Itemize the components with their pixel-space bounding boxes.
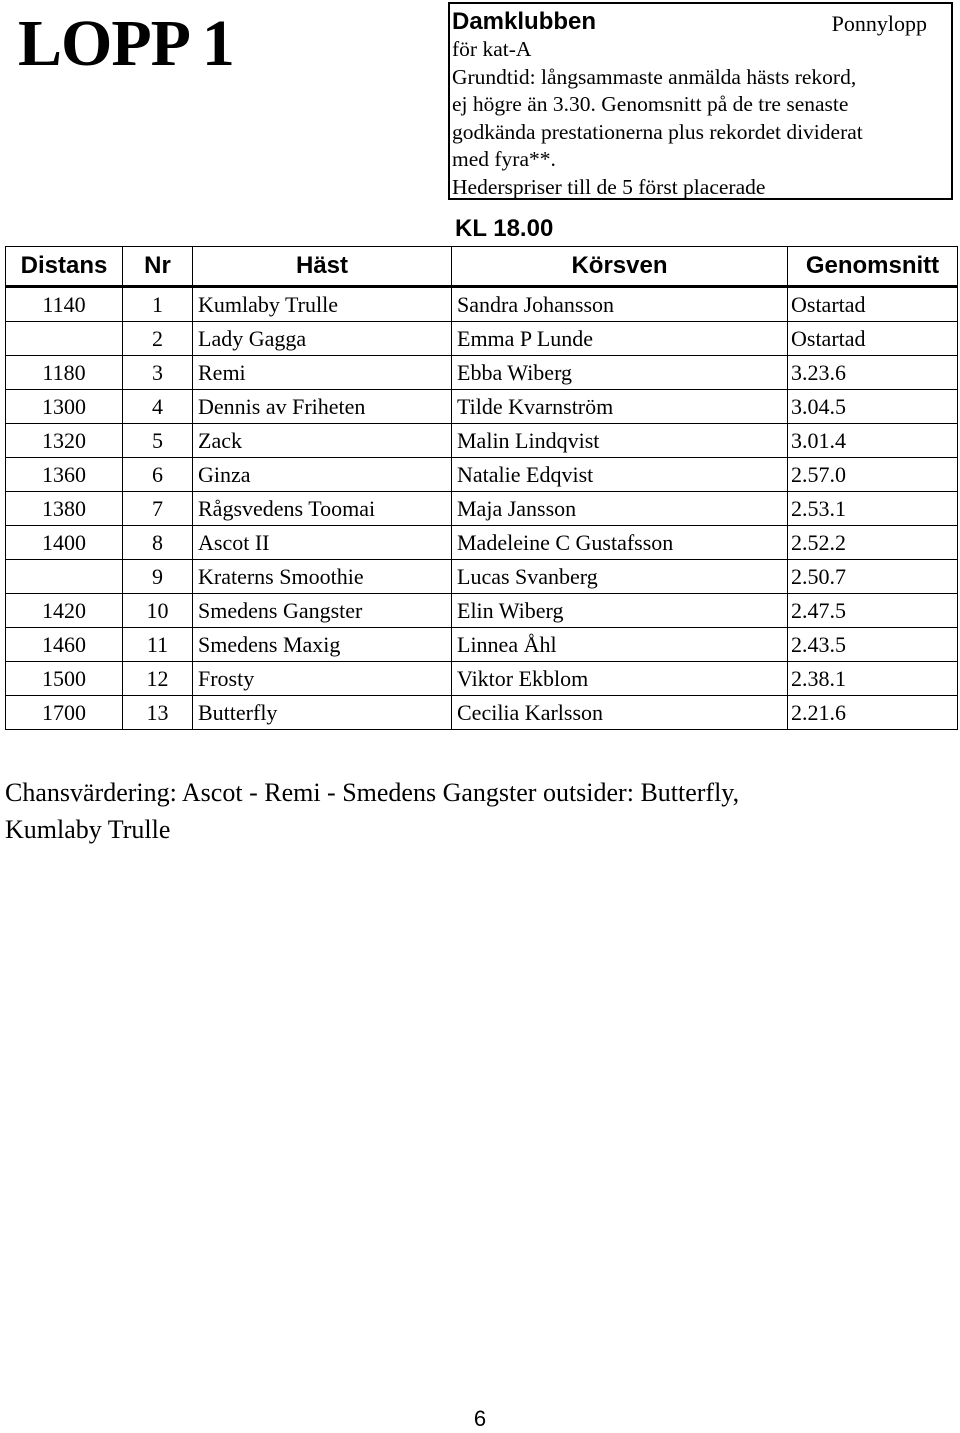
cell-nr: 6 xyxy=(123,458,193,492)
column-header-hast: Häst xyxy=(193,247,452,287)
cell-distans: 1380 xyxy=(6,492,123,526)
cell-driver: Natalie Edqvist xyxy=(452,458,788,492)
cell-average: 2.57.0 xyxy=(788,458,958,492)
cell-average: 3.01.4 xyxy=(788,424,958,458)
race-info-box xyxy=(448,2,953,200)
chance-assessment xyxy=(5,774,905,848)
info-line: Hederspriser till de 5 först placerade xyxy=(452,174,766,199)
cell-driver: Cecilia Karlsson xyxy=(452,696,788,730)
cell-nr: 11 xyxy=(123,628,193,662)
cell-distans: 1180 xyxy=(6,356,123,390)
cell-distans xyxy=(6,560,123,594)
info-line: godkända prestationerna plus rekordet dividerat xyxy=(452,119,863,144)
cell-average: 2.43.5 xyxy=(788,628,958,662)
info-line: Grundtid: långsammaste anmälda hästs rekord, xyxy=(452,64,857,89)
cell-nr: 12 xyxy=(123,662,193,696)
cell-driver: Emma P Lunde xyxy=(452,322,788,356)
table-row xyxy=(6,594,958,628)
cell-average: 2.21.6 xyxy=(788,696,958,730)
cell-nr: 8 xyxy=(123,526,193,560)
cell-average: 2.47.5 xyxy=(788,594,958,628)
cell-distans: 1300 xyxy=(6,390,123,424)
cell-nr: 10 xyxy=(123,594,193,628)
info-line: för kat-A xyxy=(452,37,532,61)
cell-driver: Tilde Kvarnström xyxy=(452,390,788,424)
club-name: Damklubben xyxy=(452,8,597,35)
cell-distans xyxy=(6,322,123,356)
cell-horse: Kraterns Smoothie xyxy=(193,560,452,594)
start-time: KL 18.00 xyxy=(455,215,554,242)
cell-nr: 3 xyxy=(123,356,193,390)
table-header-row xyxy=(6,247,958,287)
cell-average: 2.50.7 xyxy=(788,560,958,594)
cell-driver: Lucas Svanberg xyxy=(452,560,788,594)
page-number: 6 xyxy=(473,1406,487,1431)
cell-driver: Linnea Åhl xyxy=(452,628,788,662)
cell-horse: Remi xyxy=(193,356,452,390)
cell-distans: 1420 xyxy=(6,594,123,628)
table-row xyxy=(6,560,958,594)
cell-horse: Dennis av Friheten xyxy=(193,390,452,424)
cell-average: 3.23.6 xyxy=(788,356,958,390)
race-title: LOPP 1 xyxy=(18,7,234,80)
table-row xyxy=(6,526,958,560)
cell-average: 2.53.1 xyxy=(788,492,958,526)
cell-driver: Maja Jansson xyxy=(452,492,788,526)
cell-distans: 1700 xyxy=(6,696,123,730)
table-row xyxy=(6,356,958,390)
cell-nr: 1 xyxy=(123,287,193,322)
info-line: med fyra**. xyxy=(452,147,556,171)
table-row xyxy=(6,492,958,526)
table-row xyxy=(6,628,958,662)
cell-driver: Malin Lindqvist xyxy=(452,424,788,458)
cell-nr: 2 xyxy=(123,322,193,356)
column-header-korsven: Körsven xyxy=(452,247,788,287)
column-header-distans: Distans xyxy=(6,247,123,287)
cell-distans: 1460 xyxy=(6,628,123,662)
cell-average: Ostartad xyxy=(788,322,958,356)
table-row xyxy=(6,287,958,322)
table-row xyxy=(6,390,958,424)
cell-distans: 1500 xyxy=(6,662,123,696)
cell-horse: Ascot II xyxy=(193,526,452,560)
table-row xyxy=(6,696,958,730)
race-type: Ponnylopp xyxy=(831,11,927,36)
cell-horse: Smedens Gangster xyxy=(193,594,452,628)
table-row xyxy=(6,458,958,492)
table-row xyxy=(6,322,958,356)
cell-horse: Frosty xyxy=(193,662,452,696)
table-row xyxy=(6,662,958,696)
cell-average: 2.52.2 xyxy=(788,526,958,560)
cell-driver: Viktor Ekblom xyxy=(452,662,788,696)
cell-horse: Smedens Maxig xyxy=(193,628,452,662)
cell-driver: Ebba Wiberg xyxy=(452,356,788,390)
cell-horse: Kumlaby Trulle xyxy=(193,287,452,322)
cell-driver: Madeleine C Gustafsson xyxy=(452,526,788,560)
cell-average: 3.04.5 xyxy=(788,390,958,424)
cell-driver: Sandra Johansson xyxy=(452,287,788,322)
cell-nr: 4 xyxy=(123,390,193,424)
cell-nr: 5 xyxy=(123,424,193,458)
column-header-genomsnitt: Genomsnitt xyxy=(788,247,958,287)
cell-average: Ostartad xyxy=(788,287,958,322)
chance-assessment-line: Chansvärdering: Ascot - Remi - Smedens Gangster outsider: Butterfly, xyxy=(5,778,740,807)
cell-distans: 1360 xyxy=(6,458,123,492)
table-row xyxy=(6,424,958,458)
cell-nr: 7 xyxy=(123,492,193,526)
column-header-nr: Nr xyxy=(123,247,193,287)
cell-distans: 1400 xyxy=(6,526,123,560)
chance-assessment-line: Kumlaby Trulle xyxy=(5,815,171,844)
cell-horse: Lady Gagga xyxy=(193,322,452,356)
cell-horse: Butterfly xyxy=(193,696,452,730)
cell-driver: Elin Wiberg xyxy=(452,594,788,628)
cell-distans: 1320 xyxy=(6,424,123,458)
cell-distans: 1140 xyxy=(6,287,123,322)
entries-table xyxy=(5,246,958,730)
cell-nr: 13 xyxy=(123,696,193,730)
cell-nr: 9 xyxy=(123,560,193,594)
cell-horse: Rågsvedens Toomai xyxy=(193,492,452,526)
info-line: ej högre än 3.30. Genomsnitt på de tre senaste xyxy=(452,92,849,116)
cell-horse: Ginza xyxy=(193,458,452,492)
cell-average: 2.38.1 xyxy=(788,662,958,696)
cell-horse: Zack xyxy=(193,424,452,458)
